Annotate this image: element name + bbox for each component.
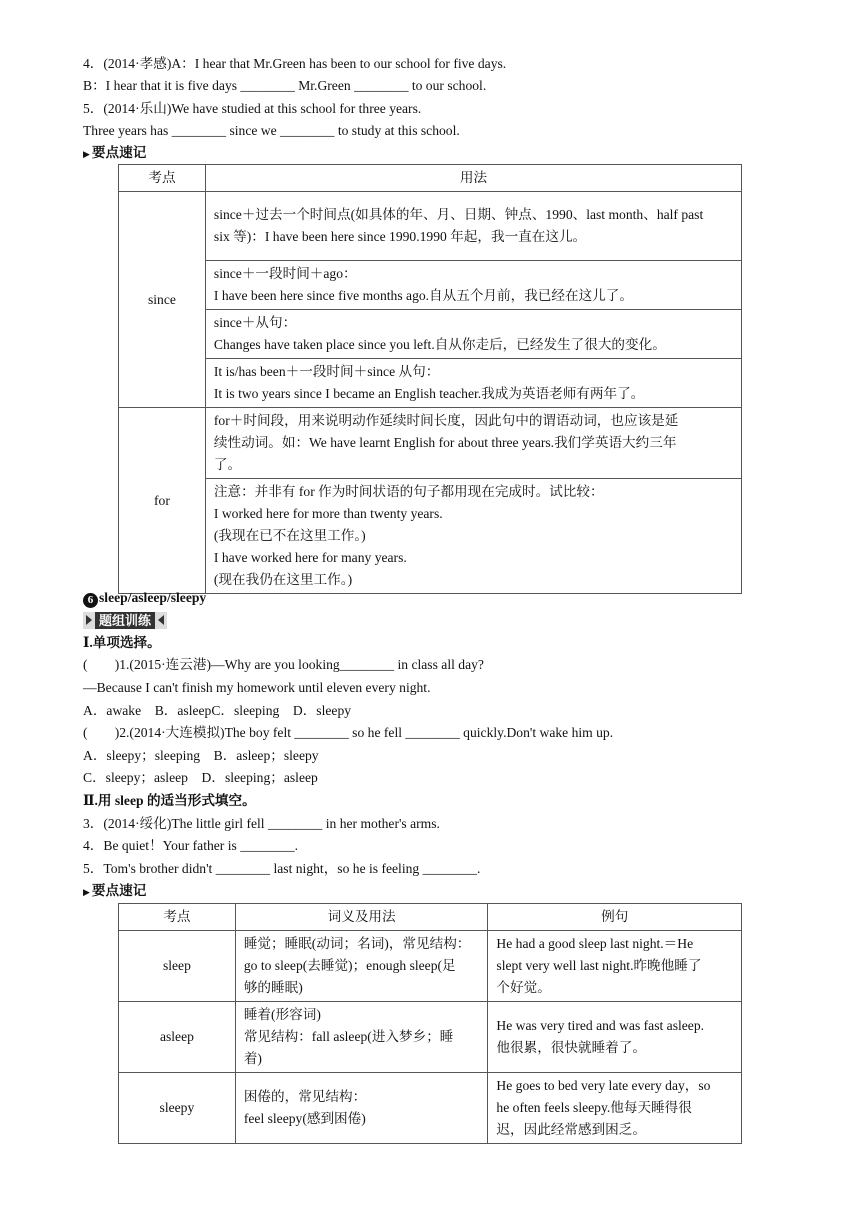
play-right-icon: [83, 612, 95, 629]
since-label-cell: since: [119, 192, 206, 408]
usage-sleep: 睡觉；睡眠(动词；名词)，常见结构： go to sleep(去睡觉)；enough sleep(足 够的睡眠): [235, 931, 488, 1002]
since-for-table: [118, 164, 742, 594]
notes-label: 要点速记: [91, 883, 147, 898]
triangle-icon: ▶: [83, 149, 90, 159]
for-row-1: for＋时间段，用来说明动作延续时间长度，因此句中的谓语动词，也应该是延 续性动词。如：We have learnt English for about three years.我们学英语大约三年 了。: [205, 408, 741, 479]
example-sleep: He had a good sleep last night.＝He slept very well last night.昨晚他睡了 个好觉。: [488, 931, 742, 1002]
fill-q5: 5．Tom's brother didn't ________ last night，so he is feeling ________.: [83, 861, 481, 876]
q2-options-ab: A．sleepy；sleeping B．asleep；sleepy: [83, 748, 319, 763]
part-2-title: Ⅱ.用 sleep 的适当形式填空。: [83, 793, 256, 808]
word-asleep: asleep: [119, 1002, 236, 1073]
usage-asleep: 睡着(形容词) 常见结构：fall asleep(进入梦乡；睡 着): [235, 1002, 488, 1073]
sleep-table: [118, 903, 742, 1144]
fill-q3: 3．(2014·绥化)The little girl fell ________ in her mother's arms.: [83, 816, 440, 831]
q2-options-cd: C．sleepy；asleep D．sleeping；asleep: [83, 770, 318, 785]
banner-label: 题组训练: [95, 612, 155, 629]
part-1-title: Ⅰ.单项选择。: [83, 635, 161, 650]
circled-number-icon: 6: [83, 593, 98, 608]
question-5-line-a: 5．(2014·乐山)We have studied at this school for three years.: [83, 101, 422, 116]
question-4-line-b: B：I hear that it is five days ________ Mr.Green ________ to our school.: [83, 78, 487, 93]
example-asleep: He was very tired and was fast asleep. 他很累，很快就睡着了。: [488, 1002, 742, 1073]
usage-sleepy: 困倦的，常见结构： feel sleepy(感到困倦): [235, 1073, 488, 1144]
question-5-line-b: Three years has ________ since we ________ to study at this school.: [83, 123, 460, 138]
word-sleepy: sleepy: [119, 1073, 236, 1144]
notes-heading-2: [83, 882, 146, 901]
for-row-2: 注意：并非有 for 作为时间状语的句子都用现在完成时。试比较： I worked here for more than twenty years. (我现在已不在这里工作。) I have worked here for many years. (现在我仍在这里工作。): [205, 479, 741, 594]
q1-options: A．awake B．asleepC．sleeping D．sleepy: [83, 703, 352, 718]
since-row-2: since＋一段时间＋ago： I have been here since five months ago.自从五个月前，我已经在这儿了。: [205, 261, 741, 310]
q2-stem: ( )2.(2014·大连模拟)The boy felt ________ so he fell ________ quickly.Don't wake him up.: [83, 725, 614, 740]
practice-banner: [83, 611, 167, 629]
example-sleepy: He goes to bed very late every day，so he often feels sleepy.他每天睡得很 迟，因此经常感到困乏。: [488, 1073, 742, 1144]
header-usage: 词义及用法: [235, 904, 488, 931]
notes-heading-1: [83, 144, 146, 163]
q1-line-2: —Because I can't finish my homework until eleven every night.: [83, 680, 431, 695]
notes-label: 要点速记: [91, 145, 147, 160]
since-row-4: It is/has been＋一段时间＋since 从句： It is two years since I became an English teacher.我成为英语老师有两年了。: [205, 359, 741, 408]
fill-q4: 4．Be quiet！Your father is ________.: [83, 838, 298, 853]
section-6-heading: [83, 589, 206, 608]
header-example: 例句: [488, 904, 742, 931]
question-4-line-a: 4．(2014·孝感)A：I hear that Mr.Green has been to our school for five days.: [83, 56, 507, 71]
play-left-icon: [155, 612, 167, 629]
header-yongfa: 用法: [205, 165, 741, 192]
section-6-title: sleep/asleep/sleepy: [99, 590, 207, 605]
q1-stem: ( )1.(2015·连云港)—Why are you looking________ in class all day?: [83, 657, 484, 672]
triangle-icon: ▶: [83, 887, 90, 897]
since-row-1: since＋过去一个时间点(如具体的年、月、日期、钟点、1990、last month、half past six 等)：I have been here since 1990.1990 年起，我一直在这儿。: [205, 192, 741, 261]
header-kaodian: 考点: [119, 165, 206, 192]
header-kaodian: 考点: [119, 904, 236, 931]
word-sleep: sleep: [119, 931, 236, 1002]
for-label-cell: for: [119, 408, 206, 594]
since-row-3: since＋从句： Changes have taken place since you left.自从你走后，已经发生了很大的变化。: [205, 310, 741, 359]
